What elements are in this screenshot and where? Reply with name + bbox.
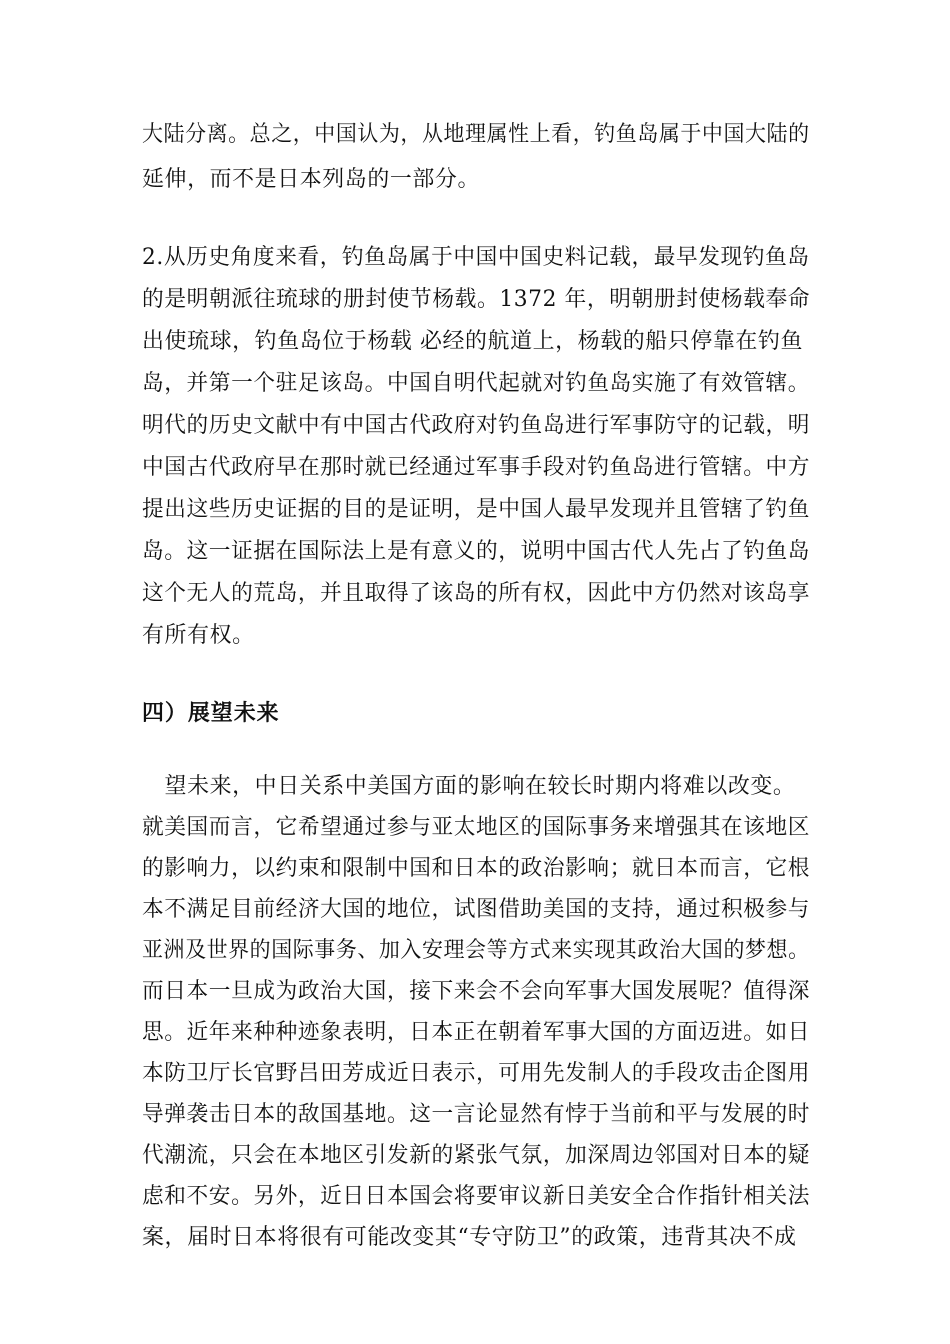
paragraph-2-line-8: 岛。这一证据在国际法上是有意义的，说明中国古代人先占了钓鱼岛 [142, 539, 811, 564]
paragraph-3-line-12: 案，届时日本将很有可能改变其“专守防卫”的政策，违背其决不成 [142, 1225, 797, 1250]
paragraph-2-line-5: 明代的历史文献中有中国古代政府对钓鱼岛进行军事防守的记载，明 [142, 413, 811, 438]
paragraph-2-line-3: 出使琉球，钓鱼岛位于杨载 必经的航道上，杨载的船只停靠在钓鱼 [142, 329, 804, 354]
paragraph-3-line-5: 亚洲及世界的国际事务、加入安理会等方式来实现其政治大国的梦想。 [142, 938, 810, 963]
paragraph-1-line-2: 延伸，而不是日本列岛的一部分。 [142, 167, 480, 192]
paragraph-2-line-6: 中国古代政府早在那时就已经通过军事手段对钓鱼岛进行管辖。中方 [142, 455, 811, 480]
paragraph-2-line-2: 的是明朝派往琉球的册封使节杨载。1372 年，明朝册封使杨载奉命 [142, 287, 811, 312]
paragraph-3-line-1: 望未来，中日关系中美国方面的影响在较长时期内将难以改变。 [142, 774, 796, 799]
paragraph-3-line-3: 的影响力，以约束和限制中国和日本的政治影响；就日本而言，它根 [142, 856, 811, 881]
paragraph-2-line-4: 岛，并第一个驻足该岛。中国自明代起就对钓鱼岛实施了有效管辖。 [142, 371, 811, 396]
paragraph-3-line-6: 而日本一旦成为政治大国，接下来会不会向军事大国发展呢？值得深 [142, 979, 811, 1004]
paragraph-1-line-1: 大陆分离。总之，中国认为，从地理属性上看，钓鱼岛属于中国大陆的 [142, 122, 810, 147]
paragraph-3-line-4: 本不满足目前经济大国的地位，试图借助美国的支持，通过积极参与 [142, 897, 811, 922]
paragraph-3-line-10: 代潮流，只会在本地区引发新的紧张气氛，加深周边邻国对日本的疑 [142, 1143, 811, 1168]
paragraph-3-line-7: 思。近年来种种迹象表明，日本正在朝着军事大国的方面迈进。如日 [142, 1020, 811, 1045]
section-heading: 四）展望未来 [142, 701, 280, 726]
paragraph-3-line-2: 就美国而言，它希望通过参与亚太地区的国际事务来增强其在该地区 [142, 815, 811, 840]
paragraph-3-line-9: 导弹袭击日本的敌国基地。这一言论显然有悖于当前和平与发展的时 [142, 1102, 811, 1127]
paragraph-3-line-11: 虑和不安。另外，近日日本国会将要审议新日美安全合作指针相关法 [142, 1184, 811, 1209]
paragraph-2-line-1: 2.从历史角度来看，钓鱼岛属于中国中国史料记载，最早发现钓鱼岛 [142, 245, 810, 270]
paragraph-3-line-8: 本防卫厅长官野吕田芳成近日表示，可用先发制人的手段攻击企图用 [142, 1061, 811, 1086]
paragraph-2-line-9: 这个无人的荒岛，并且取得了该岛的所有权，因此中方仍然对该岛享 [142, 581, 811, 606]
paragraph-2-line-10: 有所有权。 [142, 623, 255, 648]
paragraph-2-line-7: 提出这些历史证据的目的是证明，是中国人最早发现并且管辖了钓鱼 [142, 497, 811, 522]
